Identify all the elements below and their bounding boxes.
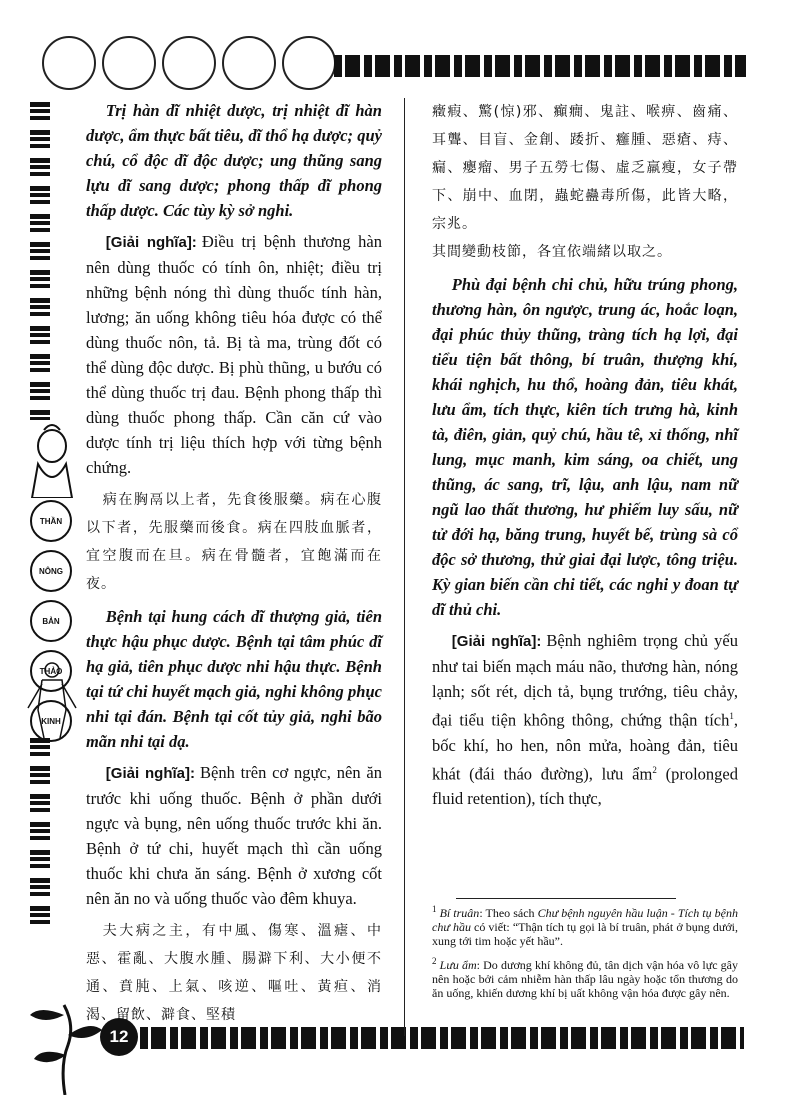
- classical-chinese-text: 夫大病之主，有中風、傷寒、溫瘧、中惡、霍亂、大腹水腫、腸澼下利、大小便不通、賁肫、上氣、咳逆、嘔吐、黃疸、消渴、留飲、澼食、堅積: [86, 923, 382, 1023]
- greek-key-border-left-lower: [30, 738, 50, 928]
- stomach-icon: [222, 36, 276, 90]
- greek-key-border-left: [30, 102, 50, 420]
- heart-icon: [102, 36, 156, 90]
- footnote-number: 1: [432, 904, 437, 914]
- footnote-text: có viết: “Thận tích tụ gọi là bí truân, phát ở bụng dưới, xung tới tim hoặc yết hầu”.: [432, 920, 739, 948]
- explanation-text: Điều trị bệnh thương hàn nên dùng thuốc có tính ôn, nhiệt; điều trị những bệnh nóng thì dùng thuốc tính hàn, lương; ăn uống không tiêu hóa được có thể dùng thuốc nôn, tả. Bị tà ma, trùng đốt có thể dùng độc dược. Bị phù thũng, u bướu có thể dùng thuốc trị đau. Bệnh phong thấp thì dùng thuốc phong thấp. Cần căn cứ vào dược tính trị liệu thích hợp với từng bệnh chứng.: [86, 232, 382, 477]
- side-badge: BẢN: [30, 600, 72, 642]
- footnote-ref[interactable]: 1: [729, 711, 734, 721]
- right-column: [432, 98, 738, 811]
- footnote-ref[interactable]: 2: [652, 764, 657, 775]
- lungs-icon: [282, 36, 336, 90]
- explanation-text: (prolonged fluid retention), tích thực,: [432, 764, 738, 808]
- side-badge: THẢO: [30, 650, 72, 692]
- explanation-paragraph: [86, 760, 382, 911]
- footnote-number: 2: [432, 956, 437, 966]
- explanation-label: [Giải nghĩa]:: [105, 765, 196, 782]
- side-badge: THẦN: [30, 500, 72, 542]
- explanation-paragraph: [86, 229, 382, 480]
- footnote-term: Lưu ẩm: [439, 958, 477, 972]
- left-column: [86, 98, 382, 1029]
- column-divider: [404, 98, 405, 1036]
- side-badge: KINH: [30, 700, 72, 742]
- transliteration-paragraph: Bệnh tại hung cách dĩ thượng giả, tiên thực hậu phục dược. Bệnh tại tâm phúc dĩ hạ giả, tiên phục dược nhi hậu thực. Bệnh tại tứ chi huyết mạch giả, nghi không phục nhi tại đán. Bệnh tại cốt tủy giả, nghi bão mãn nhi tại dạ.: [86, 607, 382, 751]
- greek-key-border-top: [334, 55, 746, 77]
- organ-icons-header: [42, 36, 336, 96]
- side-badge: NÔNG: [30, 550, 72, 592]
- classical-chinese-text: 病在胸鬲以上者，先食後服藥。病在心腹以下者，先服藥而後食。病在四肢血脈者，宜空腹而在旦。病在骨髓者，宜飽滿而在夜。: [86, 492, 382, 592]
- classical-chinese-text: 其間變動枝節，各宜依端緒以取之。: [432, 244, 672, 260]
- explanation-text: Bệnh trên cơ ngực, nên ăn trước khi uống thuốc. Bệnh ở phần dưới ngực và bụng, nên uống thuốc trước khi ăn. Bệnh ở tứ chi, huyết mạch thì cần uống thuốc khi chưa ăn sáng. Bệnh ở xương cốt nên ăn no và uống thuốc vào đêm khuya.: [86, 763, 383, 908]
- explanation-label: [Giải nghĩa]:: [105, 234, 197, 251]
- footnote-separator: [456, 898, 676, 899]
- footnote-book-title: Chư bệnh nguyên hầu luận - Tích tụ bệnh chư hầu: [432, 906, 738, 934]
- explanation-paragraph: [432, 628, 738, 811]
- sage-portrait-icon: [22, 420, 82, 498]
- transliteration-paragraph: Phù đại bệnh chi chủ, hữu trúng phong, thương hàn, ôn ngược, trung ác, hoắc loạn, đại phúc thủy thũng, tràng tích hạ lợi, đại tiểu tiện bất thông, bí truân, thượng khí, khái nghịch, hu thổ, hoàng đản, tiêu khát, lưu ẩm, tích thực, kiên tích trưng hà, kinh tà, điên, giản, quỷ chú, hầu tê, xỉ thống, nhĩ lung, mục manh, kim sáng, oa chiết, ung thũng, ác sang, trĩ, lậu, anh lậu, nam nữ ngũ lao thất thương, hư phiếm luy sấu, nữ tử đới hạ, băng trung, huyết bế, trùng sà cổ độc sở thương, thử giai đại lược, tông triệu. Kỳ gian biến cần chi tiết, các nghi y đoan tự dĩ thủ chi.: [432, 275, 738, 619]
- greek-key-border-bottom: [140, 1027, 744, 1049]
- footnote-2: [432, 954, 738, 1000]
- classical-chinese-text: 癥瘕、驚(惊)邪、癲癇、鬼註、喉痹、齒痛、耳聾、目盲、金創、踒折、癰腫、惡瘡、痔、瘺、癭瘤、男子五勞七傷、虛乏羸瘦，女子帶下、崩中、血閉，蟲蛇蠱毒所傷，此皆大略，宗兆。: [432, 104, 738, 232]
- anatomy-figure-icon: [22, 660, 82, 738]
- footnote-term: Bí truân: [439, 906, 480, 920]
- footnote-text: : Theo sách: [479, 906, 538, 920]
- explanation-text: , bốc khí, ho hen, nôn mửa, hoàng đản, tiêu khát (đái tháo đường), lưu ẩm: [432, 710, 738, 783]
- page-number: 12: [100, 1018, 138, 1056]
- explanation-label: [Giải nghĩa]:: [451, 633, 542, 650]
- explanation-text: Bệnh nghiêm trọng chủ yếu như tai biến mạch máu não, thương hàn, nóng lạnh; sốt rét, dịch tả, bụng trướng, tiêu chảy, đại tiểu tiện không thông, chứng thận tích: [432, 631, 738, 730]
- liver-icon: [42, 36, 96, 90]
- transliteration-paragraph: Trị hàn dĩ nhiệt dược, trị nhiệt dĩ hàn dược, ẩm thực bất tiêu, dĩ thổ hạ dược; quỷ chú, cổ độc dĩ độc dược; ung thũng sang lựu dĩ sang dược; phong thấp dĩ phong thấp dược. Các tùy kỳ sở nghi.: [86, 101, 382, 220]
- footnote-text: : Do dương khí không đủ, tân dịch vận hóa vô lực gây nên hoặc bởi cảm nhiễm hàn thấp lâu ngày hoặc tổn thương do ăn uống, khiến dương khí bị uất không vận hóa được gây nên.: [432, 958, 738, 1000]
- kidney-icon: [162, 36, 216, 90]
- footnote-1: [432, 902, 738, 948]
